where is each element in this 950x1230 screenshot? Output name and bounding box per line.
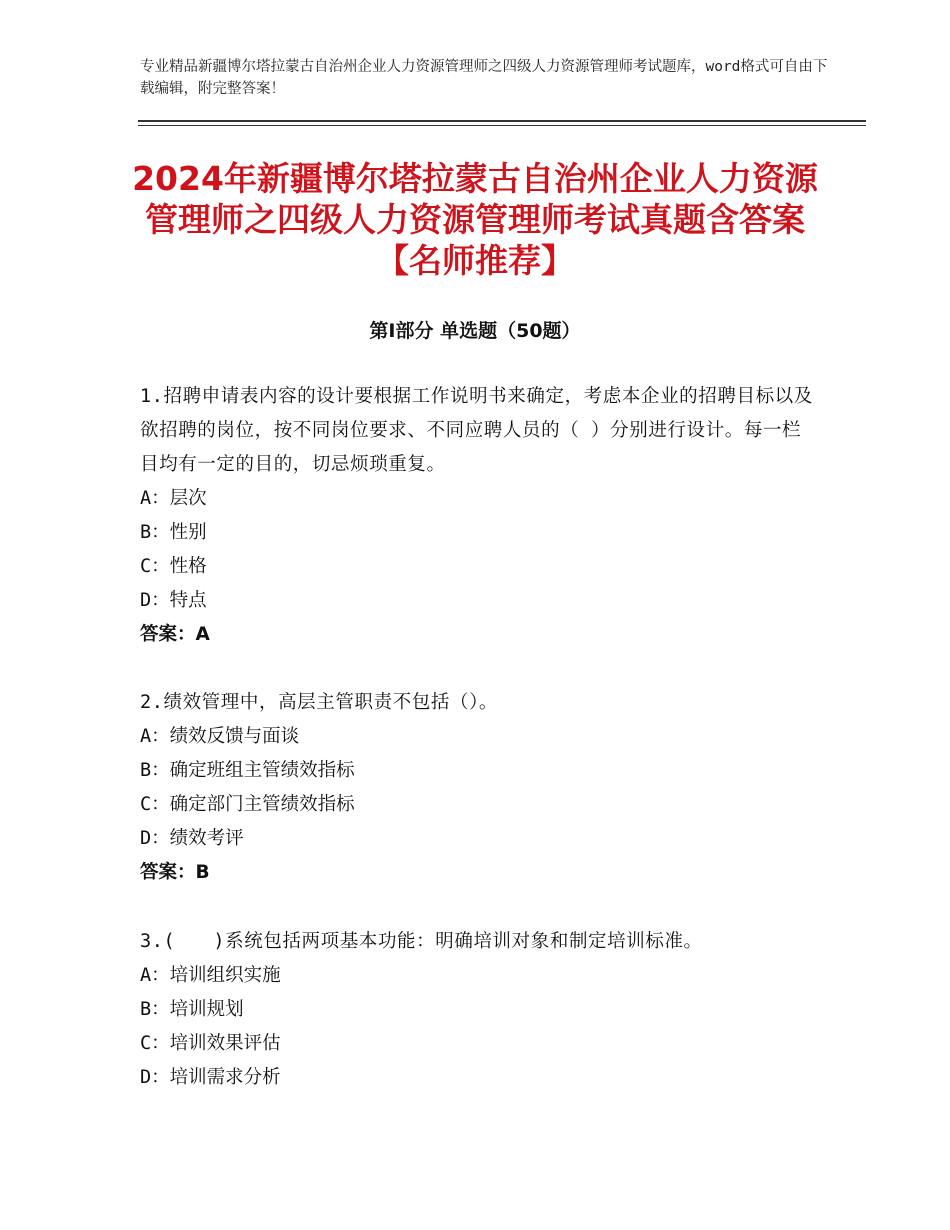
question-stem: 2.绩效管理中，高层主管职责不包括（）。 [140, 692, 499, 713]
option-c: C：培训效果评估 [140, 1033, 281, 1054]
question-stem: 3.( )系统包括两项基本功能：明确培训对象和制定培训标准。 [140, 931, 703, 952]
option-d: D：特点 [140, 590, 207, 611]
option-d: D：培训需求分析 [140, 1067, 281, 1088]
option-a: A：绩效反馈与面谈 [140, 726, 300, 747]
header-divider-thick [138, 120, 866, 122]
header-divider-thin [138, 125, 866, 126]
option-c: C：确定部门主管绩效指标 [140, 794, 355, 815]
option-a: A：培训组织实施 [140, 965, 281, 986]
option-b: B：确定班组主管绩效指标 [140, 760, 355, 781]
question-3 [140, 925, 820, 1095]
question-stem: 1.招聘申请表内容的设计要根据工作说明书来确定，考虑本企业的招聘目标以及欲招聘的岗位，按不同岗位要求、不同应聘人员的（ ）分别进行设计。每一栏目均有一定的目的，切忌烦琐重复。 [140, 386, 813, 475]
option-c: C：性格 [140, 556, 207, 577]
section-heading: 第Ⅰ部分 单选题（50题） [369, 320, 581, 342]
option-b: B：性别 [140, 522, 207, 543]
option-d: D：绩效考评 [140, 828, 244, 849]
option-b: B：培训规划 [140, 999, 244, 1020]
question-1 [140, 380, 820, 652]
answer-line: 答案：B [140, 862, 210, 883]
document-title: 2024年新疆博尔塔拉蒙古自治州企业人力资源管理师之四级人力资源管理师考试真题含答案【名师推荐】 [132, 159, 818, 280]
question-2 [140, 686, 820, 890]
option-a: A：层次 [140, 488, 207, 509]
header-note: 专业精品新疆博尔塔拉蒙古自治州企业人力资源管理师之四级人力资源管理师考试题库，word格式可自由下载编辑，附完整答案！ [140, 59, 828, 97]
answer-line: 答案：A [140, 624, 210, 645]
